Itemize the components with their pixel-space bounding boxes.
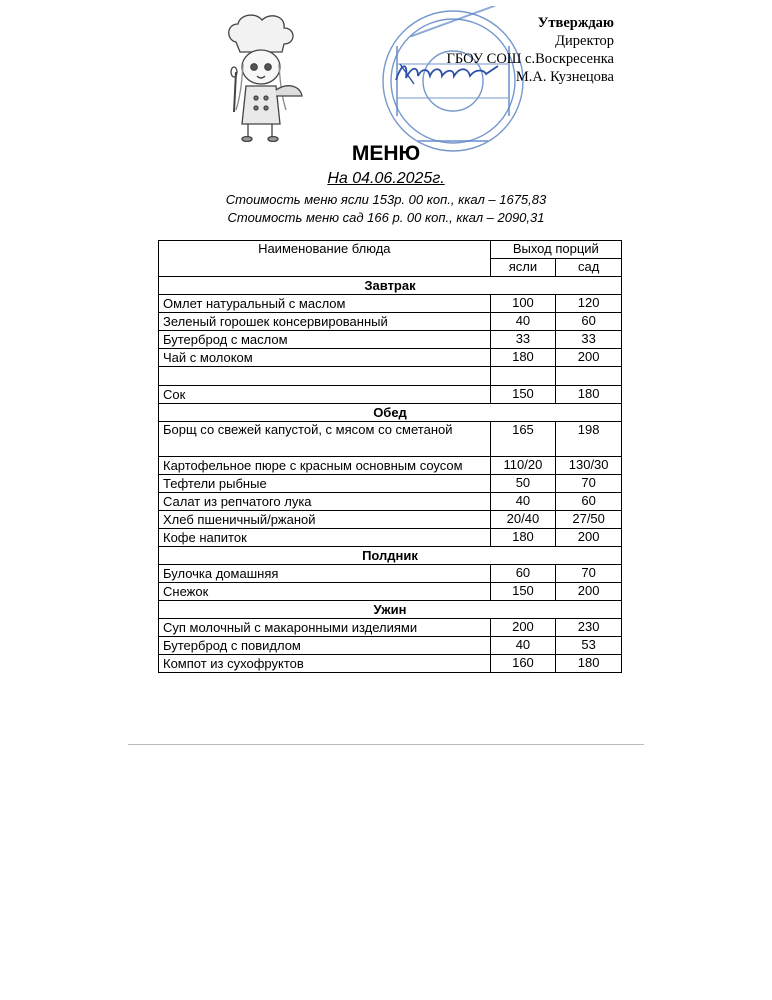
kindergarten-portion: 120 — [556, 295, 622, 313]
table-row — [159, 367, 622, 386]
kindergarten-portion: 53 — [556, 637, 622, 655]
nursery-portion: 40 — [490, 313, 556, 331]
kindergarten-portion: 200 — [556, 529, 622, 547]
menu-body — [159, 277, 622, 673]
nursery-portion: 180 — [490, 529, 556, 547]
section-row — [159, 404, 622, 422]
nursery-portion — [490, 367, 556, 386]
nursery-portion: 20/40 — [490, 511, 556, 529]
table-row — [159, 313, 622, 331]
dish-name: Суп молочный с макаронными изделиями — [159, 619, 491, 637]
header-dish: Наименование блюда — [159, 241, 491, 277]
kindergarten-portion: 60 — [556, 493, 622, 511]
table-row — [159, 583, 622, 601]
kindergarten-portion: 60 — [556, 313, 622, 331]
header-portion: Выход порций — [490, 241, 621, 259]
approval-position: Директор — [555, 33, 614, 49]
table-row — [159, 422, 622, 457]
page-divider — [128, 744, 644, 745]
chef-illustration — [218, 12, 308, 142]
kindergarten-portion: 180 — [556, 655, 622, 673]
table-row — [159, 565, 622, 583]
header-nursery: ясли — [490, 259, 556, 277]
dish-name: Бутерброд с маслом — [159, 331, 491, 349]
dish-name: Омлет натуральный с маслом — [159, 295, 491, 313]
section-title: Завтрак — [159, 277, 622, 295]
dish-name: Салат из репчатого лука — [159, 493, 491, 511]
approval-organization: ГБОУ СОШ с.Воскресенка — [446, 51, 614, 67]
nursery-portion: 110/20 — [490, 457, 556, 475]
dish-name: Картофельное пюре с красным основным соусом — [159, 457, 491, 475]
dish-name: Бутерброд с повидлом — [159, 637, 491, 655]
nursery-portion: 180 — [490, 349, 556, 367]
kindergarten-portion: 180 — [556, 386, 622, 404]
kindergarten-portion: 200 — [556, 583, 622, 601]
kindergarten-portion: 33 — [556, 331, 622, 349]
kindergarten-portion: 27/50 — [556, 511, 622, 529]
section-row — [159, 277, 622, 295]
dish-name — [159, 367, 491, 386]
dish-name: Компот из сухофруктов — [159, 655, 491, 673]
kindergarten-portion: 230 — [556, 619, 622, 637]
kindergarten-portion: 200 — [556, 349, 622, 367]
table-row — [159, 457, 622, 475]
nursery-portion: 50 — [490, 475, 556, 493]
approval-title: Утверждаю — [537, 15, 614, 31]
nursery-portion: 40 — [490, 637, 556, 655]
table-row — [159, 655, 622, 673]
table-row — [159, 637, 622, 655]
section-title: Обед — [159, 404, 622, 422]
nursery-portion: 150 — [490, 386, 556, 404]
nursery-portion: 200 — [490, 619, 556, 637]
table-row — [159, 295, 622, 313]
page-title: МЕНЮ — [351, 142, 421, 165]
dish-name: Тефтели рыбные — [159, 475, 491, 493]
cost-nursery: Стоимость меню ясли 153р. 00 коп., ккал – 1675,83 — [225, 192, 547, 207]
table-row — [159, 493, 622, 511]
nursery-portion: 160 — [490, 655, 556, 673]
table-row — [159, 475, 622, 493]
nursery-portion: 60 — [490, 565, 556, 583]
dish-name: Зеленый горошек консервированный — [159, 313, 491, 331]
dish-name: Булочка домашняя — [159, 565, 491, 583]
header-kindergarten: сад — [556, 259, 622, 277]
nursery-portion: 100 — [490, 295, 556, 313]
dish-name: Кофе напиток — [159, 529, 491, 547]
section-row — [159, 547, 622, 565]
table-row — [159, 619, 622, 637]
table-row — [159, 349, 622, 367]
dish-name: Борщ со свежей капустой, с мясом со сметаной — [159, 422, 491, 457]
kindergarten-portion: 198 — [556, 422, 622, 457]
menu-date: На 04.06.2025г. — [327, 170, 445, 187]
dish-name: Снежок — [159, 583, 491, 601]
table-row — [159, 331, 622, 349]
table-row — [159, 511, 622, 529]
section-title: Полдник — [159, 547, 622, 565]
table-row — [159, 529, 622, 547]
approval-name: М.А. Кузнецова — [515, 69, 614, 85]
dish-name: Чай с молоком — [159, 349, 491, 367]
nursery-portion: 150 — [490, 583, 556, 601]
section-title: Ужин — [159, 601, 622, 619]
approval-block — [447, 14, 615, 86]
nursery-portion: 165 — [490, 422, 556, 457]
kindergarten-portion: 130/30 — [556, 457, 622, 475]
cost-kindergarten: Стоимость меню сад 166 р. 00 коп., ккал – 2090,31 — [227, 210, 545, 225]
table-row — [159, 386, 622, 404]
dish-name: Сок — [159, 386, 491, 404]
dish-name: Хлеб пшеничный/ржаной — [159, 511, 491, 529]
kindergarten-portion: 70 — [556, 475, 622, 493]
section-row — [159, 601, 622, 619]
nursery-portion: 40 — [490, 493, 556, 511]
menu-table — [158, 240, 622, 673]
kindergarten-portion — [556, 367, 622, 386]
nursery-portion: 33 — [490, 331, 556, 349]
kindergarten-portion: 70 — [556, 565, 622, 583]
